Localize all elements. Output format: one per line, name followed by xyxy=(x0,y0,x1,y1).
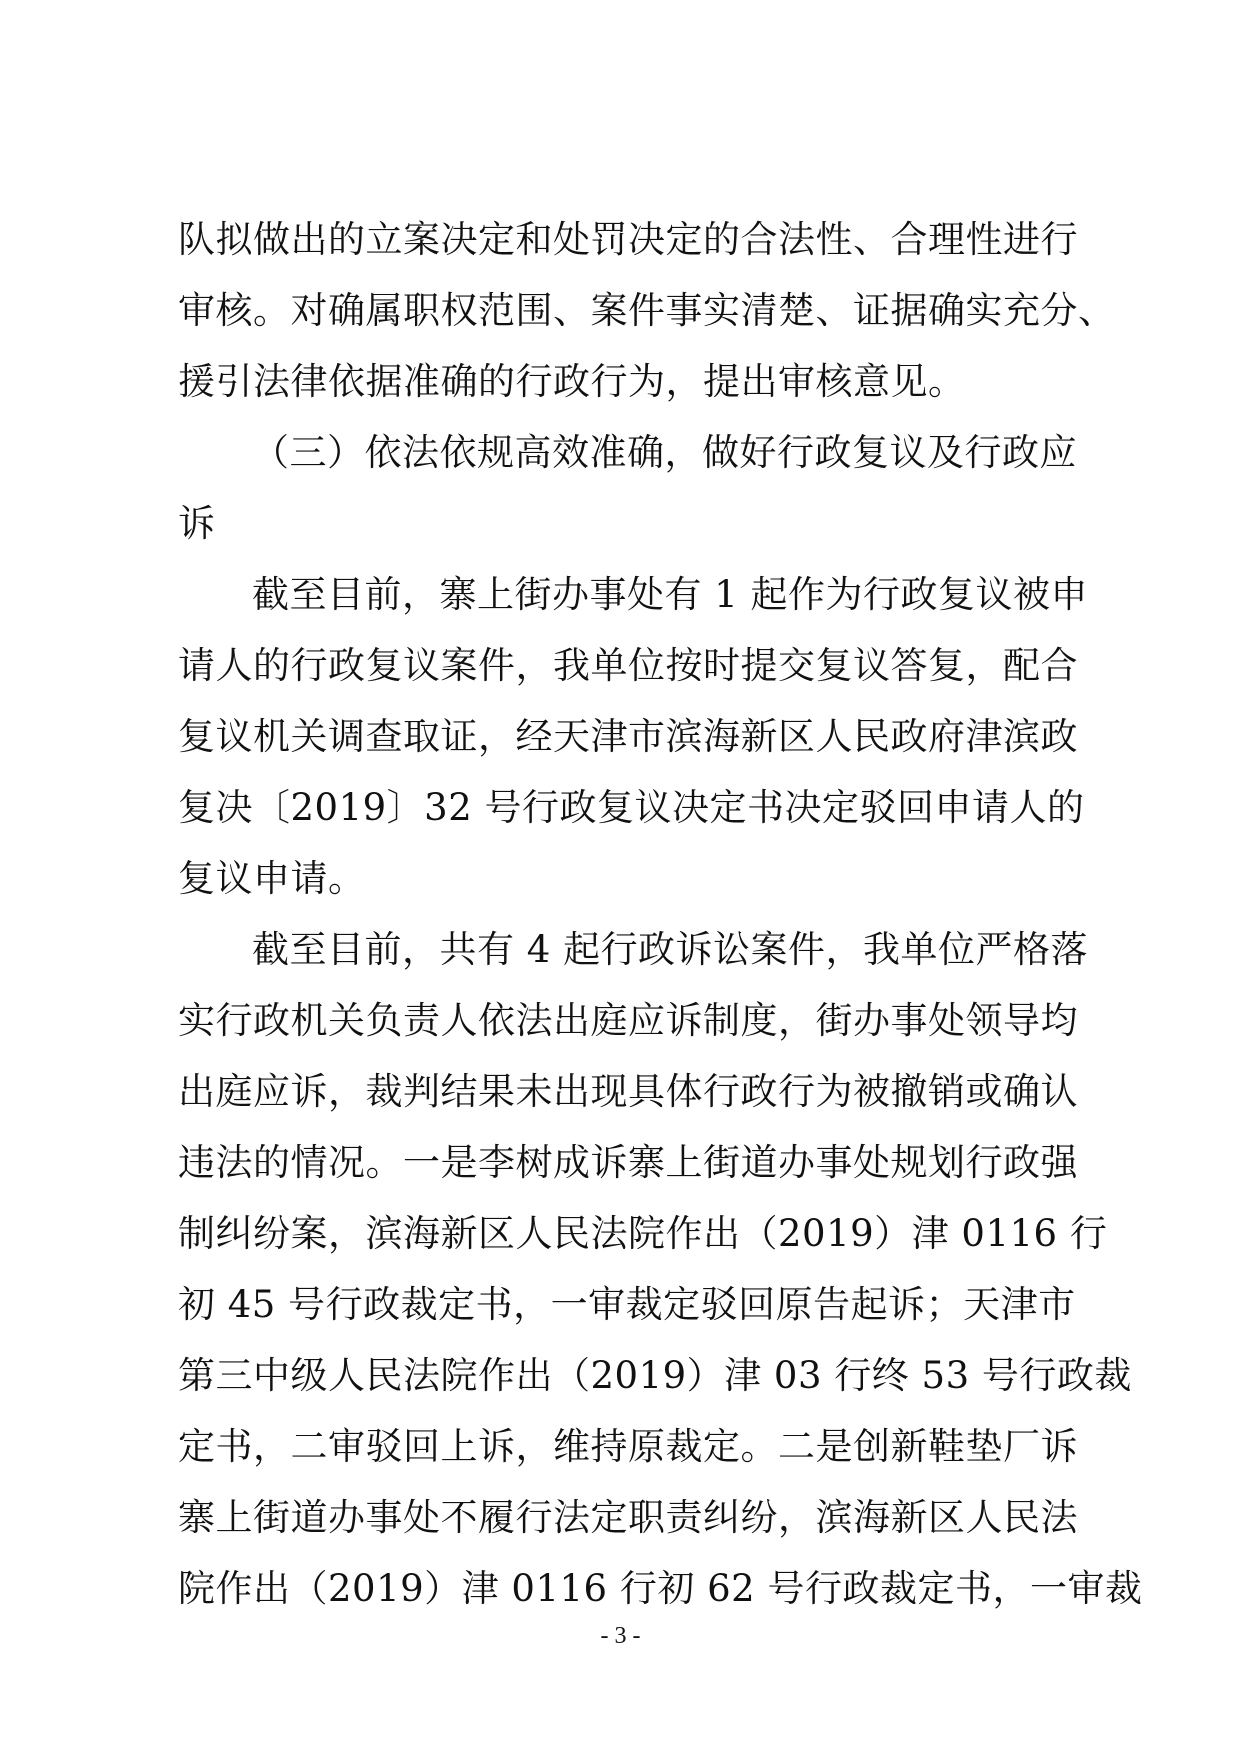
body-text-line: 第三中级人民法院作出（2019）津 03 行终 53 号行政裁 xyxy=(178,1354,1132,1397)
body-text-line: 审核。对确属职权范围、案件事实清楚、证据确实充分、 xyxy=(178,289,1116,332)
body-text-line: 复议申请。 xyxy=(178,857,366,900)
body-text-line: 复议机关调查取证，经天津市滨海新区人民政府津滨政 xyxy=(178,715,1078,758)
page-number: - 3 - xyxy=(600,1623,641,1649)
body-text-line: 初 45 号行政裁定书，一审裁定驳回原告起诉；天津市 xyxy=(178,1283,1076,1326)
body-text-line: 违法的情况。一是李树成诉寨上街道办事处规划行政强 xyxy=(178,1141,1078,1184)
body-text-line: 制纠纷案，滨海新区人民法院作出（2019）津 0116 行 xyxy=(178,1212,1108,1255)
body-text-line: 院作出（2019）津 0116 行初 62 号行政裁定书，一审裁 xyxy=(178,1567,1143,1610)
body-text-line: 复决〔2019〕32 号行政复议决定书决定驳回申请人的 xyxy=(178,786,1085,829)
body-text-line: 队拟做出的立案决定和处罚决定的合法性、合理性进行 xyxy=(178,218,1078,261)
body-text-line: 截至目前，共有 4 起行政诉讼案件，我单位严格落 xyxy=(252,928,1089,971)
body-text-line: 截至目前，寨上街办事处有 1 起作为行政复议被申 xyxy=(252,573,1089,616)
section-heading: （三）依法依规高效准确，做好行政复议及行政应 xyxy=(252,431,1077,474)
body-text-line: 实行政机关负责人依法出庭应诉制度，街办事处领导均 xyxy=(178,999,1078,1042)
body-text-line: 定书，二审驳回上诉，维持原裁定。二是创新鞋垫厂诉 xyxy=(178,1425,1078,1468)
body-text-line: 援引法律依据准确的行政行为，提出审核意见。 xyxy=(178,360,966,403)
body-text-line: 请人的行政复议案件，我单位按时提交复议答复，配合 xyxy=(178,644,1078,687)
body-text-line: 寨上街道办事处不履行法定职责纠纷，滨海新区人民法 xyxy=(178,1496,1078,1539)
body-text-line: 出庭应诉，裁判结果未出现具体行政行为被撤销或确认 xyxy=(178,1070,1078,1113)
section-heading-continuation: 诉 xyxy=(178,502,216,545)
